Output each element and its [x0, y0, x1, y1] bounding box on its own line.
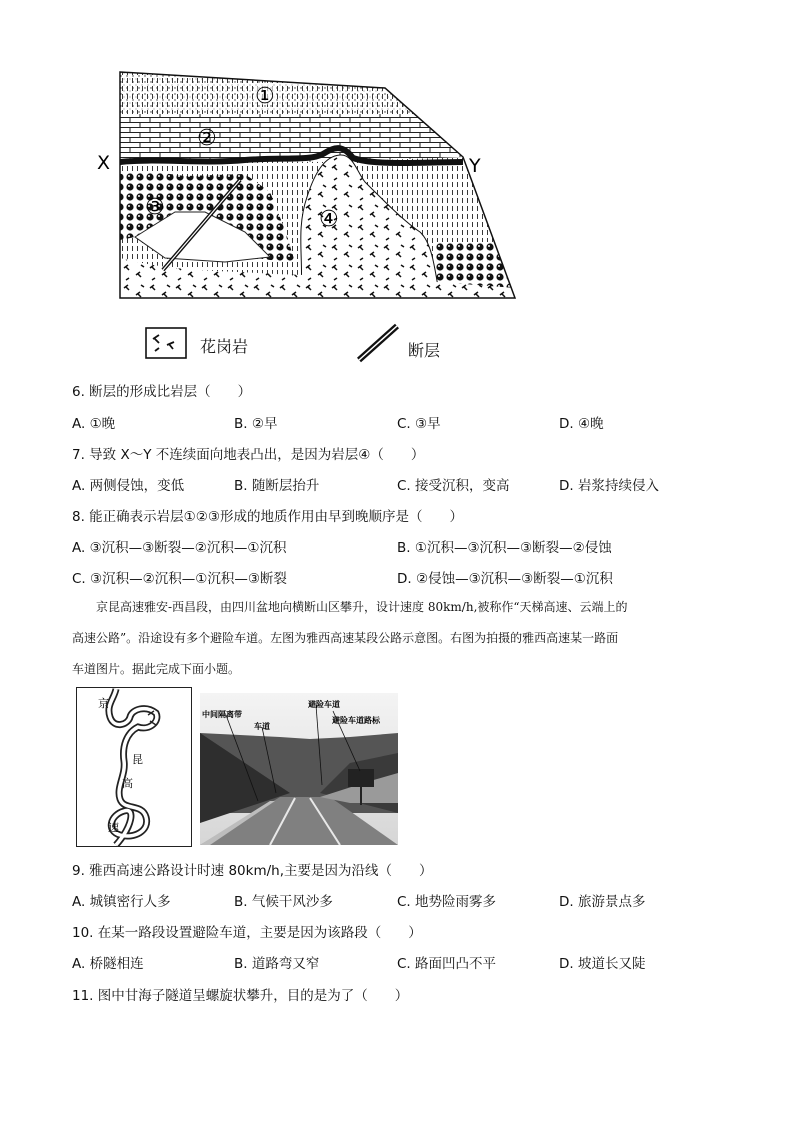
q10-option-c[interactable]: C. 路面凹凸不平	[397, 956, 497, 972]
q6-option-c[interactable]: C. ③早	[397, 416, 441, 432]
q10-option-d[interactable]: D. 坡道长又陡	[559, 956, 646, 972]
road-map-sketch	[76, 687, 192, 847]
layer-label-3: ③	[145, 195, 165, 220]
map-char-gao: 高	[122, 777, 133, 790]
q9-option-b[interactable]: B. 气候干风沙多	[234, 894, 333, 910]
q7-option-b[interactable]: B. 随断层抬升	[234, 478, 320, 494]
layer-label-2: ②	[197, 126, 217, 151]
passage-line-3: 车道图片。据此完成下面小题。	[72, 662, 241, 676]
q10-option-a[interactable]: A. 桥隧相连	[72, 956, 144, 972]
q6-option-b[interactable]: B. ②早	[234, 416, 278, 432]
q10-option-b[interactable]: B. 道路弯又窄	[234, 956, 320, 972]
passage-line-2: 高速公路”。沿途设有多个避险车道。左图为雅西高速某段公路示意图。右图为拍摄的雅西高速某一路面	[72, 631, 619, 645]
photo-label-median: 中间隔离带	[202, 710, 242, 719]
layer-label-4: ④	[319, 207, 339, 232]
q8-option-b[interactable]: B. ①沉积—③沉积—③断裂—②侵蚀	[397, 540, 612, 556]
q8-option-c[interactable]: C. ③沉积—②沉积—①沉积—③断裂	[72, 571, 287, 587]
question-9-stem: 9. 雅西高速公路设计时速 80km/h,主要是因为沿线（ ）	[72, 863, 433, 879]
question-10-stem: 10. 在某一路段设置避险车道，主要是因为该路段（ ）	[72, 925, 422, 941]
question-6-stem: 6. 断层的形成比岩层（ ）	[72, 384, 252, 400]
legend-fault-label: 断层	[408, 341, 441, 360]
passage	[72, 592, 722, 685]
question-7-stem: 7. 导致 X～Y 不连续面向地表凸出，是因为岩层④（ ）	[72, 447, 425, 463]
legend-granite-label: 花岗岩	[200, 337, 249, 356]
q9-option-d[interactable]: D. 旅游景点多	[559, 894, 646, 910]
photo-label-lane: 车道	[254, 722, 270, 731]
x-point-label: X	[97, 152, 111, 174]
fault-legend-icon	[355, 322, 401, 364]
map-char-kun: 昆	[132, 753, 143, 766]
map-char-jing: 京	[98, 697, 109, 710]
q9-option-c[interactable]: C. 地势险雨雾多	[397, 894, 497, 910]
granite-legend-icon	[145, 327, 187, 359]
y-point-label: Y	[469, 155, 481, 177]
q6-option-a[interactable]: A. ①晚	[72, 416, 116, 432]
photo-label-escape-lane: 避险车道	[308, 700, 340, 709]
q8-option-d[interactable]: D. ②侵蚀—③沉积—③断裂—①沉积	[397, 571, 613, 587]
passage-line-1: 京昆高速雅安-西昌段，由四川盆地向横断山区攀升，设计速度 80km/h,被称作“天梯高速、云端上的	[96, 600, 628, 614]
map-char-su: 速	[108, 821, 119, 834]
q6-option-d[interactable]: D. ④晚	[559, 416, 604, 432]
q7-option-c[interactable]: C. 接受沉积，变高	[397, 478, 510, 494]
photo-label-escape-sign: 避险车道路标	[332, 716, 380, 725]
layer-label-1: ①	[255, 84, 275, 109]
question-8-stem: 8. 能正确表示岩层①②③形成的地质作用由早到晚顺序是（ ）	[72, 509, 463, 525]
question-11-stem: 11. 图中甘海子隧道呈螺旋状攀升，目的是为了（ ）	[72, 988, 409, 1004]
road-photo	[200, 693, 398, 845]
q9-option-a[interactable]: A. 城镇密行人多	[72, 894, 171, 910]
q7-option-a[interactable]: A. 两侧侵蚀，变低	[72, 478, 185, 494]
q8-option-a[interactable]: A. ③沉积—③断裂—②沉积—①沉积	[72, 540, 287, 556]
q7-option-d[interactable]: D. 岩浆持续侵入	[559, 478, 659, 494]
geologic-cross-section	[95, 62, 525, 312]
